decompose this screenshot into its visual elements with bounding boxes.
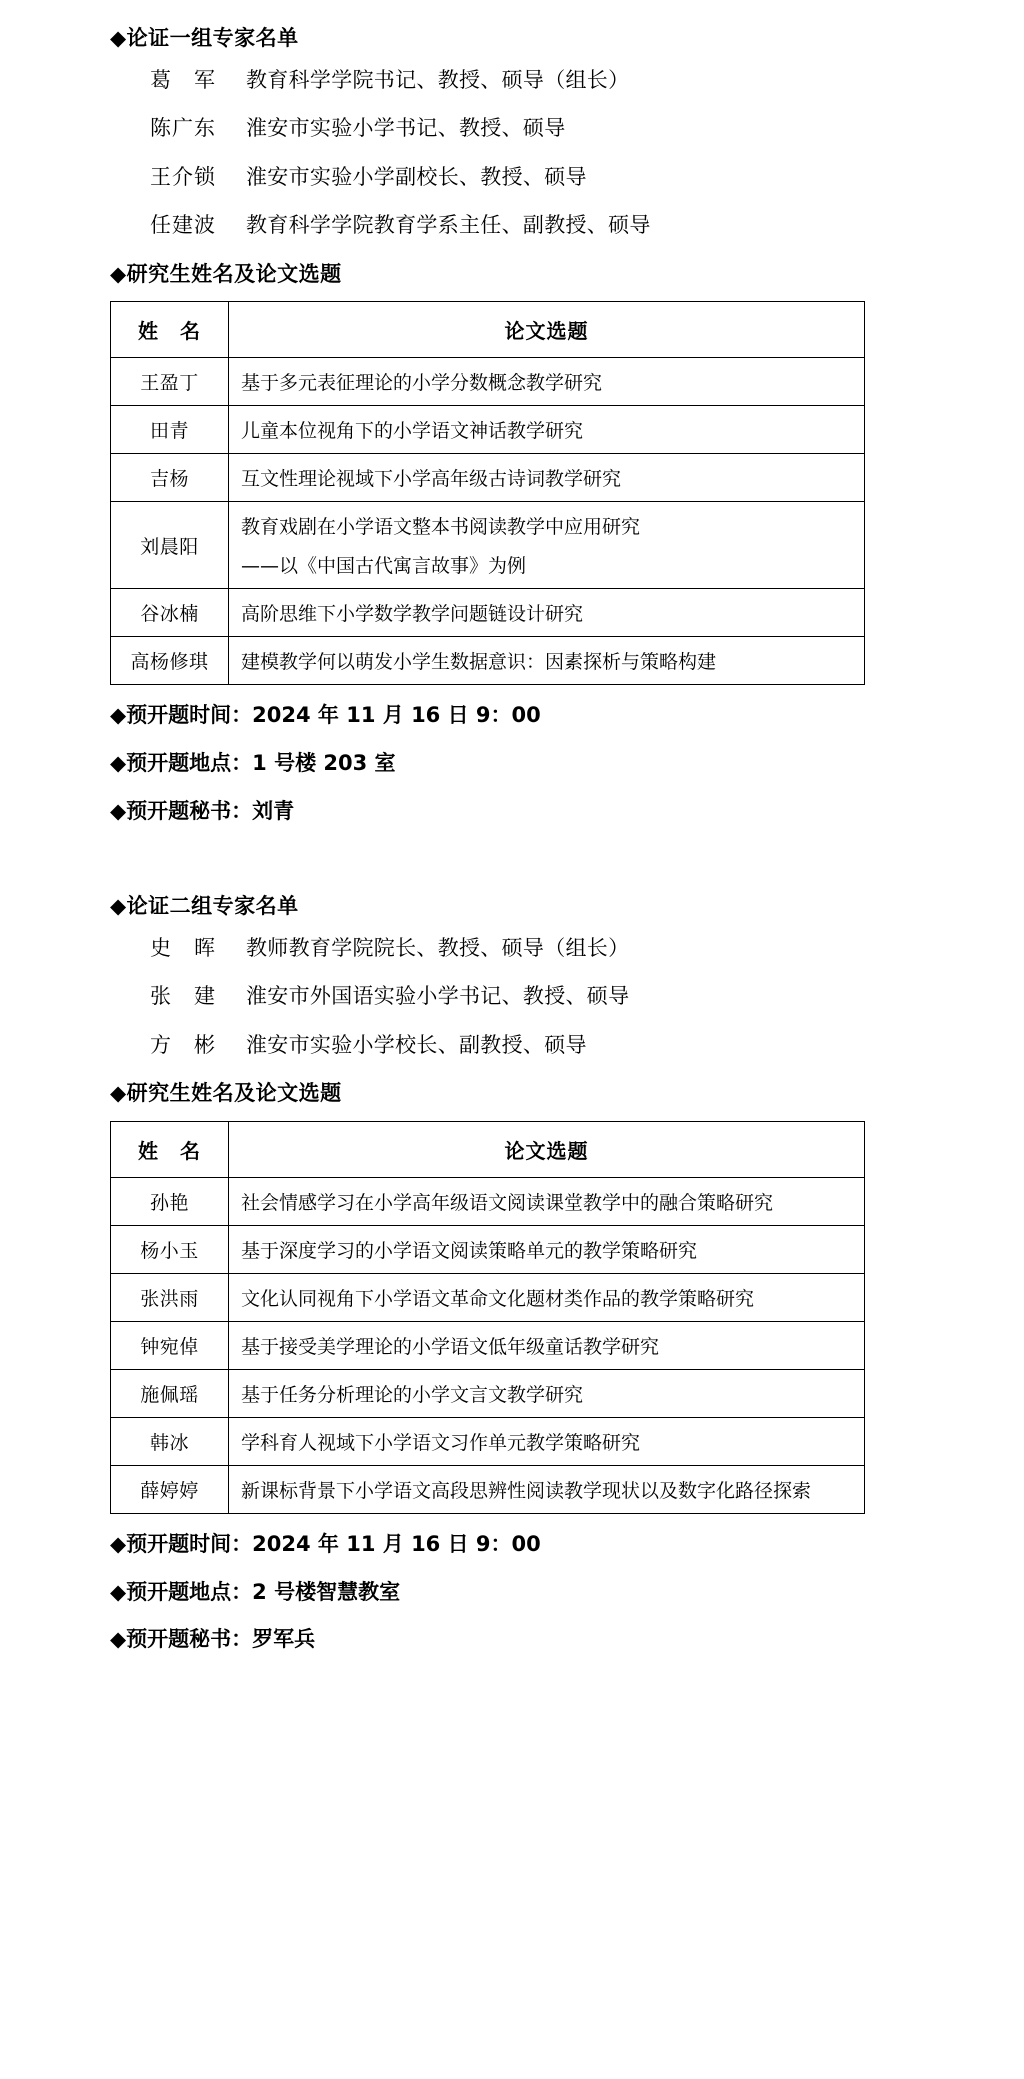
expert-role: 教育科学学院书记、教授、硕导（组长）: [246, 67, 630, 92]
student-name: 钟宛倬: [111, 1321, 229, 1369]
table-row: [111, 637, 865, 685]
expert-list-heading-1: ◆论证一组专家名单: [110, 26, 299, 50]
info-time-label: ◆预开题时间：: [110, 703, 253, 728]
student-name: 王盈丁: [111, 358, 229, 406]
expert-list-heading-2: ◆论证二组专家名单: [110, 894, 299, 919]
thesis-topic: [229, 1417, 865, 1465]
thesis-topic-line1: 学科育人视域下小学语文习作单元教学策略研究: [241, 1431, 641, 1454]
group-section-1: [60, 22, 964, 828]
thesis-topic: [229, 454, 865, 502]
table-row: [111, 1225, 865, 1273]
table-row: [111, 1177, 865, 1225]
column-header-topic: 论文选题: [229, 1121, 865, 1177]
student-name: 张洪雨: [111, 1273, 229, 1321]
expert-name: 任建波: [150, 213, 216, 238]
expert-role: 淮安市外国语实验小学书记、教授、硕导: [246, 984, 630, 1009]
expert-name: 史 晖: [150, 935, 216, 960]
thesis-topic-line1: 社会情感学习在小学高年级语文阅读课堂教学中的融合策略研究: [241, 1191, 774, 1214]
thesis-topic-line1: 互文性理论视域下小学高年级古诗词教学研究: [241, 468, 622, 491]
thesis-topic-line1: 文化认同视角下小学语文革命文化题材类作品的教学策略研究: [241, 1287, 755, 1310]
thesis-topic: [229, 589, 865, 637]
student-name: 高杨修琪: [111, 637, 229, 685]
table-row: [111, 1273, 865, 1321]
student-name: 孙艳: [111, 1177, 229, 1225]
table-row: [111, 502, 865, 589]
expert-entry: [150, 932, 964, 965]
thesis-topic: [229, 358, 865, 406]
thesis-topic-line1: 基于深度学习的小学语文阅读策略单元的教学策略研究: [241, 1239, 698, 1262]
thesis-topic-line1: 基于接受美学理论的小学语文低年级童话教学研究: [241, 1335, 660, 1358]
student-name: 施佩瑶: [111, 1369, 229, 1417]
thesis-topic-line1: 新课标背景下小学语文高段思辨性阅读教学现状以及数字化路径探索: [241, 1479, 812, 1502]
student-name: 谷冰楠: [111, 589, 229, 637]
thesis-topic-line1: 教育戏剧在小学语文整本书阅读教学中应用研究: [241, 516, 641, 539]
info-location-value: 2 号楼智慧教室: [252, 1579, 401, 1604]
thesis-topic: [229, 1321, 865, 1369]
thesis-topic: [229, 406, 865, 454]
thesis-topic-line1: 基于任务分析理论的小学文言文教学研究: [241, 1383, 584, 1406]
expert-role: 淮安市实验小学书记、教授、硕导: [246, 116, 566, 141]
table-row: [111, 1465, 865, 1513]
info-location-value: 1 号楼 203 室: [252, 750, 396, 775]
info-secretary-label: ◆预开题秘书：: [110, 798, 253, 823]
thesis-topic: [229, 1273, 865, 1321]
expert-role: 教师教育学院院长、教授、硕导（组长）: [246, 935, 630, 960]
group-section-2: [60, 890, 964, 1657]
column-header-name: 姓 名: [111, 1121, 229, 1177]
student-name: 吉杨: [111, 454, 229, 502]
expert-name: 葛 军: [150, 67, 216, 92]
info-location-label: ◆预开题地点：: [110, 1579, 253, 1604]
info-location: [110, 747, 964, 781]
table-row: [111, 1369, 865, 1417]
info-time-label: ◆预开题时间：: [110, 1531, 253, 1556]
thesis-topic-line2: ——以《中国古代寓言故事》为例: [241, 555, 527, 578]
expert-role: 教育科学学院教育学系主任、副教授、硕导: [246, 213, 651, 238]
thesis-table-heading-2: ◆研究生姓名及论文选题: [110, 1081, 342, 1106]
info-secretary: [110, 1623, 964, 1657]
expert-entry: [150, 112, 964, 145]
thesis-table-1: [110, 301, 865, 685]
expert-name: 方 彬: [150, 1032, 216, 1057]
thesis-topic: [229, 637, 865, 685]
info-secretary: [110, 795, 964, 829]
info-time: [110, 1528, 964, 1562]
table-row: [111, 589, 865, 637]
table-row: [111, 1321, 865, 1369]
thesis-topic: [229, 1369, 865, 1417]
thesis-topic-line1: 建模教学何以萌发小学生数据意识：因素探析与策略构建: [241, 651, 717, 674]
expert-name: 陈广东: [150, 116, 216, 141]
info-location: [110, 1576, 964, 1610]
student-name: 韩冰: [111, 1417, 229, 1465]
table-header-row: [111, 1121, 865, 1177]
info-secretary-value: 罗军兵: [252, 1627, 316, 1652]
table-row: [111, 454, 865, 502]
expert-role: 淮安市实验小学校长、副教授、硕导: [246, 1032, 587, 1057]
info-location-label: ◆预开题地点：: [110, 750, 253, 775]
info-time-value: 2024 年 11 月 16 日 9：00: [252, 703, 541, 728]
thesis-topic: [229, 1177, 865, 1225]
info-time: [110, 699, 964, 733]
section-divider: [60, 842, 964, 876]
expert-entry: [150, 1029, 964, 1062]
thesis-topic-line1: 儿童本位视角下的小学语文神话教学研究: [241, 420, 584, 443]
expert-entry: [150, 161, 964, 194]
info-time-value: 2024 年 11 月 16 日 9：00: [252, 1531, 541, 1556]
thesis-topic-line1: 高阶思维下小学数学教学问题链设计研究: [241, 603, 584, 626]
expert-name: 王介锁: [150, 164, 216, 189]
expert-entry: [150, 209, 964, 242]
table-row: [111, 1417, 865, 1465]
info-secretary-label: ◆预开题秘书：: [110, 1627, 253, 1652]
thesis-topic-line1: 基于多元表征理论的小学分数概念教学研究: [241, 372, 603, 395]
thesis-topic: [229, 502, 865, 589]
info-secretary-value: 刘青: [252, 798, 295, 823]
expert-name: 张 建: [150, 984, 216, 1009]
expert-entry: [150, 980, 964, 1013]
thesis-topic: [229, 1225, 865, 1273]
student-name: 薛婷婷: [111, 1465, 229, 1513]
student-name: 杨小玉: [111, 1225, 229, 1273]
column-header-name: 姓 名: [111, 302, 229, 358]
thesis-topic: [229, 1465, 865, 1513]
expert-entry: [150, 64, 964, 97]
student-name: 田青: [111, 406, 229, 454]
table-header-row: [111, 302, 865, 358]
student-name: 刘晨阳: [111, 502, 229, 589]
thesis-table-heading-1: ◆研究生姓名及论文选题: [110, 261, 342, 286]
table-row: [111, 358, 865, 406]
thesis-table-2: [110, 1121, 865, 1514]
column-header-topic: 论文选题: [229, 302, 865, 358]
table-row: [111, 406, 865, 454]
expert-role: 淮安市实验小学副校长、教授、硕导: [246, 164, 587, 189]
